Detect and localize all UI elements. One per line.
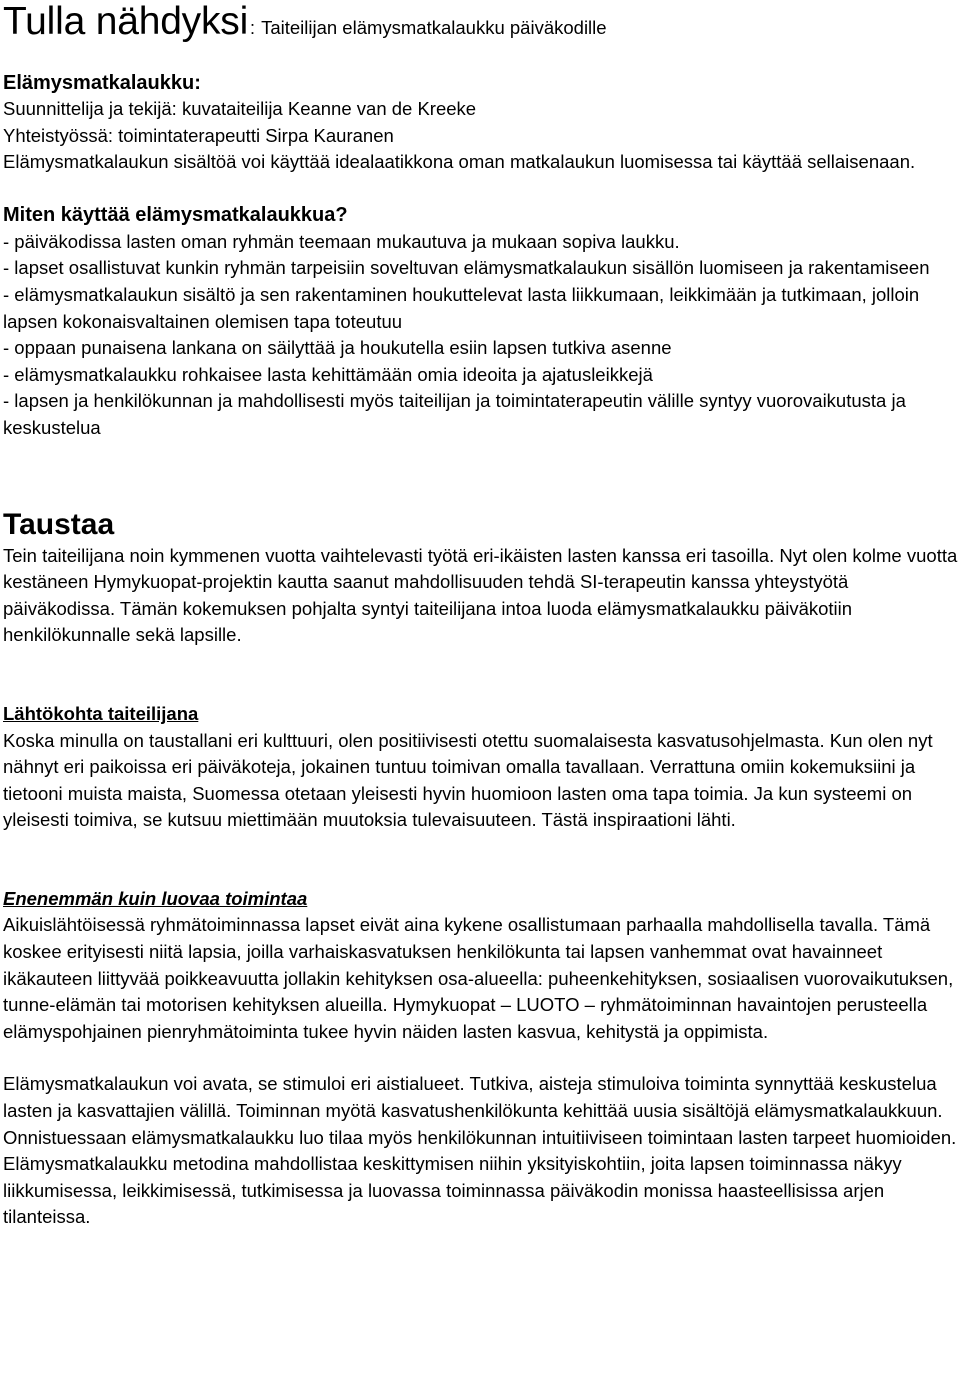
origin-paragraph: Koska minulla on taustallani eri kulttuuri, olen positiivisesti otettu suomalaisesta kasvatusohjelmasta. Kun olen nyt nähnyt eri paikoissa eri päiväkoteja, jokainen tuntuu toimivan omalla tavallaan. Verrattuna omiin kokemuksiini ja tietooni muista maista, Suomessa otetaan yleisesti hyvin huomioon lasten oma tapa toimia. Ja kun systeemi on yleisesti toimiva, se kutsuu miettimään muutoksia tulevaisuuteen. Tästä inspiraationi lähti. xyxy=(3,729,933,831)
how-item: - elämysmatkalaukun sisältö ja sen rakentaminen houkuttelevat lasta liikkumaan, leikkimään ja tutkimaan, jolloin lapsen kokonaisvaltainen olemisen tapa toteutuu xyxy=(3,283,920,332)
how-item: - elämysmatkalaukku rohkaisee lasta kehittämään omia ideoita ja ajatusleikkejä xyxy=(3,363,653,385)
how-item: - lapsen ja henkilökunnan ja mahdollisesti myös taiteilijan ja toimintaterapeutin välille syntyy vuorovaikutusta ja keskustelua xyxy=(3,390,906,438)
section-heading-background: Taustaa xyxy=(3,507,115,541)
more-paragraph-4: Elämysmatkalaukku metodina mahdollistaa keskittymisen niihin yksityiskohtiin, joita lapsen toiminnassa näkyy liikkumisessa, leikkimisessä, tutkimisessa ja luovassa toiminnassa päiväkodin monissa haasteellisissa arjen tilanteissa. xyxy=(3,1153,902,1228)
background-paragraph: Tein taiteilijana noin kymmenen vuotta vaihtelevasti työtä eri-ikäisten lasten kanssa eri tasoilla. Nyt olen kolme vuotta kestäneen Hymykuopat-projektin kautta saanut mahdollisuuden tehdä SI-terapeutin kanssa yhteystyötä päiväkodissa. Tämän kokemuksen pohjalta syntyi taiteilijana intoa luoda elämysmatkalaukku päiväkotiin henkilökunnalle sekä lapsille. xyxy=(3,544,958,646)
designer-line: Suunnittelija ja tekijä: kuvataiteilija Keanne van de Kreeke xyxy=(3,98,477,119)
more-paragraph-3: Onnistuessaan elämysmatkalaukku luo tilaa myös henkilökunnan intuitiiviseen toimintaan lasten tarpeet huomioiden. xyxy=(3,1126,957,1148)
page-title: Tulla nähdyksi xyxy=(3,0,249,43)
more-paragraph-1: Aikuislähtöisessä ryhmätoiminnassa lapset eivät aina kykene osallistumaan parhaalla mahdollisella tavalla. Tämä koskee erityisesti niitä lapsia, joilla varhaiskasvatuksen henkilökunta tai lapsen vanhemmat ovat havainneet ikäkauteen liittyvää poikkeavuutta jollakin kehityksen osa-alueella: puheenkehityksen, sosiaalisen vuorovaikutuksen, tunne-elämän tai motorisen kehityksen alueilla. Hymykuopat – LUOTO – ryhmätoiminnan havaintojen perusteella elämyspohjainen pienryhmätoiminta tukee hyvin näiden lasten kasvua, kehitystä ja oppimista. xyxy=(3,914,954,1042)
title-colon: : xyxy=(250,18,256,38)
usage-line: Elämysmatkalaukun sisältöä voi käyttää idealaatikkona oman matkalaukun luomisessa tai käyttää sellaisenaan. xyxy=(3,151,916,173)
document-page xyxy=(3,0,958,1231)
more-paragraph-2: Elämysmatkalaukun voi avata, se stimuloi eri aistialueet. Tutkiva, aisteja stimuloiva toiminta synnyttää keskustelua lasten ja kasvattajien välillä. Toiminnan myötä kasvatushenkilökunta kehittää uusia sisältöjä elämysmatkalaukkuun. xyxy=(3,1073,943,1122)
collaboration-line: Yhteistyössä: toimintaterapeutti Sirpa Kauranen xyxy=(3,124,394,146)
section-heading-origin: Lähtökohta taiteilijana xyxy=(3,702,199,724)
title-row xyxy=(3,0,958,44)
how-item: - oppaan punaisena lankana on säilyttää ja houkutella esiin lapsen tutkiva asenne xyxy=(3,337,672,359)
section-heading-how-to-use: Miten käyttää elämysmatkalaukkua? xyxy=(3,203,348,226)
how-item: - päiväkodissa lasten oman ryhmän teemaan mukautuva ja mukaan sopiva laukku. xyxy=(3,230,680,252)
section-heading-more-than-creative: Enenemmän kuin luovaa toimintaa xyxy=(3,887,308,909)
how-item: - lapset osallistuvat kunkin ryhmän tarpeisiin soveltuvan elämysmatkalaukun sisällön luomiseen ja rakentamiseen xyxy=(3,257,930,279)
section-heading-suitcase: Elämysmatkalaukku: xyxy=(3,72,201,94)
page-subtitle: Taiteilijan elämysmatkalaukku päiväkodille xyxy=(261,17,607,38)
